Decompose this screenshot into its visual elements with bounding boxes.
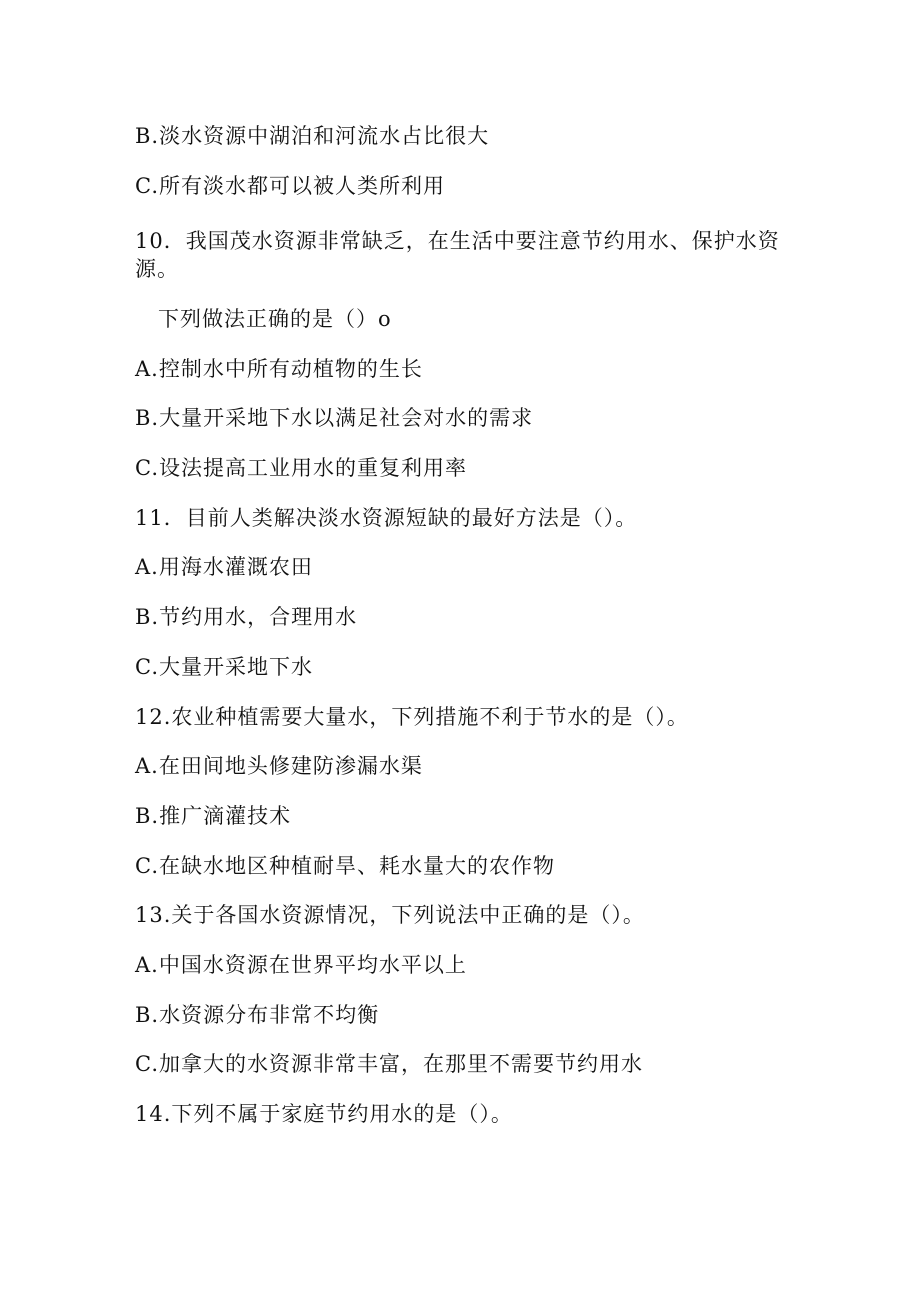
q13-option-c: C.加拿大的水资源非常丰富，在那里不需要节约用水 xyxy=(135,1052,643,1076)
q10-option-c: C.设法提高工业用水的重复利用率 xyxy=(135,456,467,480)
q13-option-b: B.水资源分布非常不均衡 xyxy=(135,1003,380,1027)
q10-stem-line2: 源。 xyxy=(135,257,179,281)
q12-option-c: C.在缺水地区种植耐旱、耗水量大的农作物 xyxy=(135,854,555,878)
q11-option-a: A.用海水灌溉农田 xyxy=(135,555,313,579)
q10-prompt: 下列做法正确的是（）o xyxy=(158,307,392,331)
q14-stem: 14.下列不属于家庭节约用水的是（）。 xyxy=(135,1102,513,1126)
q10-stem-line1: 10．我国茂水资源非常缺乏，在生活中要注意节约用水、保护水资 xyxy=(135,229,780,253)
q13-stem: 13.关于各国水资源情况，下列说法中正确的是（）。 xyxy=(135,903,645,927)
q10-option-a: A.控制水中所有动植物的生长 xyxy=(135,357,423,381)
q10-option-b: B.大量开采地下水以满足社会对水的需求 xyxy=(135,406,534,430)
q11-option-b: B.节约用水，合理用水 xyxy=(135,605,358,629)
q11-option-c: C.大量开采地下水 xyxy=(135,655,313,679)
q9-option-b: B.淡水资源中湖泊和河流水占比很大 xyxy=(135,124,490,148)
q12-option-b: B.推广滴灌技术 xyxy=(135,804,292,828)
q11-stem: 11．目前人类解决淡水资源短缺的最好方法是（）。 xyxy=(135,506,638,530)
q9-option-c: C.所有淡水都可以被人类所利用 xyxy=(135,174,445,198)
q13-option-a: A.中国水资源在世界平均水平以上 xyxy=(135,953,467,977)
q12-stem: 12.农业种植需要大量水，下列措施不利于节水的是（）。 xyxy=(135,705,689,729)
q12-option-a: A.在田间地头修建防渗漏水渠 xyxy=(135,754,423,778)
